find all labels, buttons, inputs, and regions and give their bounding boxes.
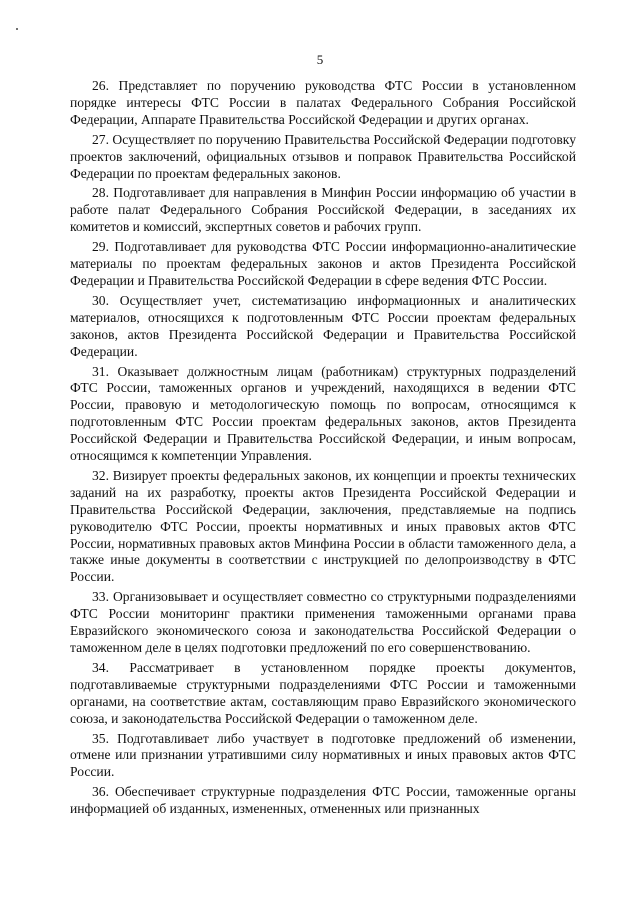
paragraph-31: 31. Оказывает должностным лицам (работникам) структурных подразделений ФТС России, таможенных органов и учреждений, находящихся в ведении ФТС России, правовую и методологическую помощь по вопросам, относящимся к подготовленным ФТС России проектам федеральных законов, актов Президента Российской Федерации и Правительства Российской Федерации, и иным вопросам, относящимся к компетенции Управления. — [70, 363, 576, 464]
paragraph-29: 29. Подготавливает для руководства ФТС России информационно-аналитические материалы по проектам федеральных законов и актов Президента Российской Федерации и Правительства Российской Федерации в сфере ведения ФТС России. — [70, 239, 576, 288]
paragraph-26: 26. Представляет по поручению руководства ФТС России в установленном порядке интересы ФТС России в палатах Федерального Собрания Российской Федерации, Аппарате Правительства Российской Федерации и других органах. — [70, 78, 576, 127]
paragraph-36: 36. Обеспечивает структурные подразделения ФТС России, таможенные органы информацией об изданных, измененных, отмененных или признанных — [70, 784, 576, 817]
paragraph-35: 35. Подготавливает либо участвует в подготовке предложений об изменении, отмене или признании утратившими силу нормативных и иных правовых актов ФТС России. — [70, 730, 576, 780]
page-number: 5 — [316, 52, 324, 67]
document-body — [70, 78, 576, 821]
paragraph-30: 30. Осуществляет учет, систематизацию информационных и аналитических материалов, относящихся к подготовленным ФТС России проектам федеральных законов, актов Президента Российской Федерации и Правительства Российской Федерации. — [70, 292, 576, 359]
paragraph-33: 33. Организовывает и осуществляет совместно со структурными подразделениями ФТС России мониторинг практики применения таможенными органами права Евразийского экономического союза и законодательства Российской Федерации о таможенном деле в целях подготовки предложений по его совершенствованию. — [70, 589, 576, 655]
paragraph-32: 32. Визирует проекты федеральных законов, их концепции и проекты технических заданий на их разработку, проекты актов Президента Российской Федерации и Правительства Российской Федерации, заключения, представляемые на подпись руководителю ФТС России, проекты нормативных и иных правовых актов ФТС России, нормативных правовых актов Минфина России в области таможенного дела, а также иные документы в соответствии с инструкцией по делопроизводству в ФТС России. — [70, 467, 576, 585]
paragraph-34: 34. Рассматривает в установленном порядке проекты документов, подготавливаемые структурными подразделениями ФТС России и таможенными органами, на соответствие актам, составляющим право Евразийского экономического союза, и законодательства Российской Федерации о таможенном деле. — [70, 659, 576, 726]
paragraph-27: 27. Осуществляет по поручению Правительства Российской Федерации подготовку проектов заключений, официальных отзывов и поправок Правительства Российской Федерации по проектам федеральных законов. — [70, 131, 576, 181]
scan-speck — [16, 28, 18, 30]
paragraph-28: 28. Подготавливает для направления в Минфин России информацию об участии в работе палат Федерального Собрания Российской Федерации, в заседаниях их комитетов и комиссий, экспертных советов и рабочих групп. — [70, 185, 576, 235]
